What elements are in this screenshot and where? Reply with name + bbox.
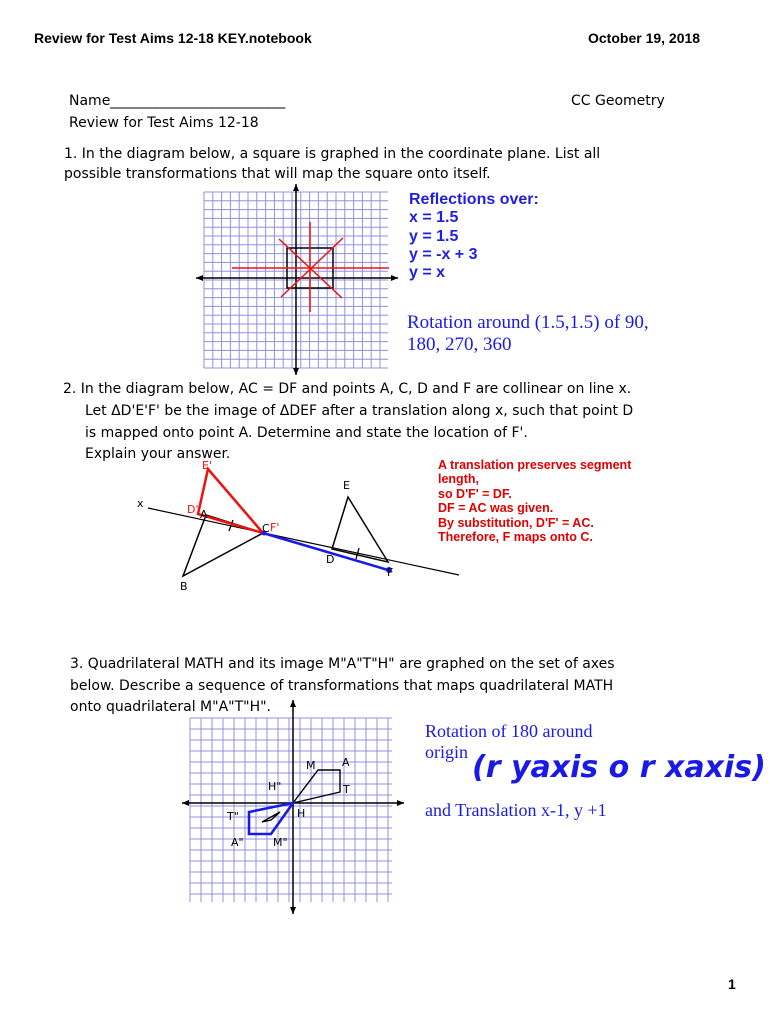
label-h: H [297,807,306,820]
q2-answer-line5: By substitution, D'F' = AC. [438,516,594,530]
q1-reflection-2: y = 1.5 [409,228,459,245]
q2-text-line2: Let ΔD'E'F' be the image of ΔDEF after a translation along x, such that point D [85,403,634,419]
q1-text-line1: 1. In the diagram below, a square is graphed in the coordinate plane. List all [64,146,601,162]
page-number: 1 [728,976,736,992]
notebook-title: Review for Test Aims 12-18 KEY.notebook [34,30,312,46]
q2-answer-line2: length, [438,472,479,486]
q2-text-line1: 2. In the diagram below, AC = DF and points A, C, D and F are collinear on line x. [63,381,632,397]
label-f: F [387,566,394,579]
label-b: B [180,580,188,593]
q2-text-line3: is mapped onto point A. Determine and state the location of F'. [85,425,528,441]
label-d: D [326,553,335,566]
q2-answer-line1: A translation preserves segment [438,458,632,472]
axes [182,700,404,914]
label-f-prime: F' [270,521,280,534]
label-d-prime: D' [187,503,199,516]
label-line-x: x [137,497,144,510]
header-date: October 19, 2018 [588,30,701,46]
label-m-double-prime: M" [273,836,288,849]
q1-rotation-line2: 180, 270, 360 [407,334,512,355]
label-a: A [342,756,350,769]
q3-text-line1: 3. Quadrilateral MATH and its image M"A"T"H" are graphed on the set of axes [70,656,615,672]
q1-reflection-4: y = x [409,264,446,281]
label-a-double-prime: A" [231,836,244,849]
label-c: C [262,522,270,535]
course-label: CC Geometry [571,93,665,109]
q3-answer-line3: and Translation x-1, y +1 [425,800,607,820]
q3-text-line3: onto quadrilateral M"A"T"H". [70,699,272,715]
label-m: M [306,759,316,772]
q2-answer-line4: DF = AC was given. [438,501,554,515]
q2-text-line4: Explain your answer. [85,446,231,462]
label-t: T [343,783,350,796]
q1-text-line2: possible transformations that will map the square onto itself. [64,166,491,182]
name-field: Name_________________________ [69,93,286,109]
label-a: A [200,508,208,521]
doc-subtitle: Review for Test Aims 12-18 [69,115,259,131]
label-e: E [343,479,350,492]
q1-reflection-1: x = 1.5 [409,209,459,226]
handwritten-composition: (r yaxis o r xaxis) [472,750,766,785]
q3-text-line2: below. Describe a sequence of transformations that maps quadrilateral MATH [70,678,614,694]
label-h-double-prime: H" [268,780,282,793]
q3-answer-line1: Rotation of 180 around [425,721,593,741]
q3-answer-line2: origin [425,742,468,762]
q1-reflections-heading: Reflections over: [409,191,539,208]
q2-answer-line3: so D'F' = DF. [438,487,512,501]
label-t-double-prime: T" [227,810,239,823]
q2-answer-line6: Therefore, F maps onto C. [438,530,593,544]
q1-rotation-line1: Rotation around (1.5,1.5) of 90, [407,312,649,333]
q1-reflection-3: y = -x + 3 [409,246,478,263]
label-e-prime: E' [202,459,212,472]
grid-lines [190,718,392,902]
